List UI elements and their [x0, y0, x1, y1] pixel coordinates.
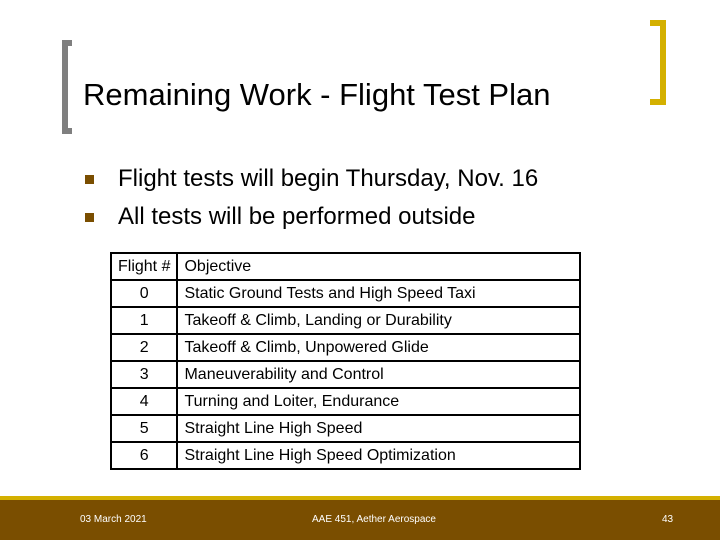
footer-course-team: AAE 451, Aether Aerospace	[312, 514, 436, 525]
flight-number-cell: 1	[111, 307, 177, 334]
table-header-row	[111, 253, 580, 280]
bullet-item	[85, 198, 538, 236]
title-left-bracket	[62, 40, 72, 134]
slide-title: Remaining Work - Flight Test Plan	[83, 77, 551, 112]
slide-footer	[0, 500, 720, 540]
flight-number-header: Flight #	[111, 253, 177, 280]
title-right-bracket	[650, 20, 666, 105]
flight-number-cell: 3	[111, 361, 177, 388]
objective-header: Objective	[177, 253, 580, 280]
table-row	[111, 442, 580, 469]
objective-cell: Takeoff & Climb, Landing or Durability	[177, 307, 580, 334]
objective-cell: Static Ground Tests and High Speed Taxi	[177, 280, 580, 307]
bullet-list	[85, 160, 538, 236]
objective-cell: Straight Line High Speed	[177, 415, 580, 442]
table-row	[111, 415, 580, 442]
objective-cell: Maneuverability and Control	[177, 361, 580, 388]
table-row	[111, 307, 580, 334]
bullet-item	[85, 160, 538, 198]
square-bullet-icon	[85, 213, 94, 222]
flight-number-cell: 0	[111, 280, 177, 307]
flight-number-cell: 6	[111, 442, 177, 469]
bullet-text: All tests will be performed outside	[118, 203, 476, 230]
flight-test-table	[110, 252, 581, 470]
table-row	[111, 280, 580, 307]
square-bullet-icon	[85, 175, 94, 184]
footer-date: 03 March 2021	[80, 514, 147, 525]
flight-number-cell: 4	[111, 388, 177, 415]
table-row	[111, 334, 580, 361]
bullet-text: Flight tests will begin Thursday, Nov. 16	[118, 165, 539, 192]
objective-cell: Turning and Loiter, Endurance	[177, 388, 580, 415]
table-row	[111, 361, 580, 388]
objective-cell: Takeoff & Climb, Unpowered Glide	[177, 334, 580, 361]
table-row	[111, 388, 580, 415]
slide-number: 43	[662, 514, 674, 525]
objective-cell: Straight Line High Speed Optimization	[177, 442, 580, 469]
flight-number-cell: 2	[111, 334, 177, 361]
flight-number-cell: 5	[111, 415, 177, 442]
